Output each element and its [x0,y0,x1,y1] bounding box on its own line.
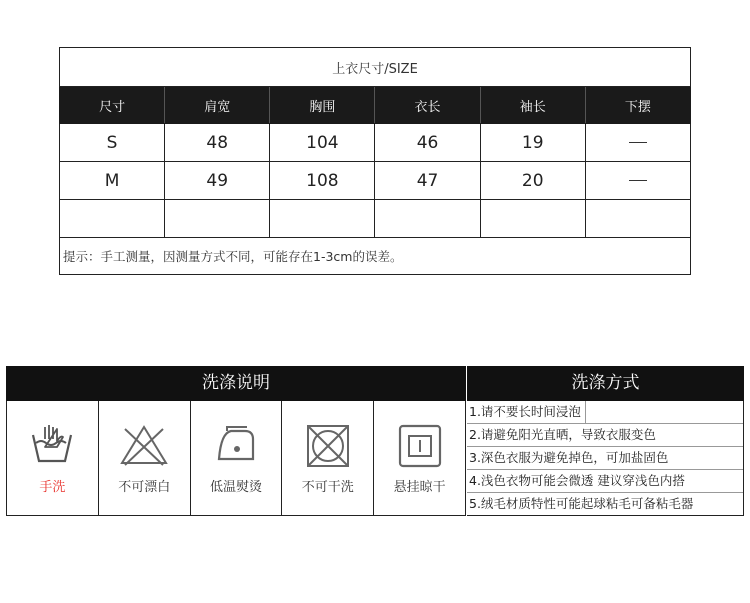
list-item: 4.浅色衣物可能会微透 建议穿浅色内搭 [467,470,743,493]
care-icon-cell [282,401,374,515]
hand-wash-icon [29,423,75,467]
table-row [60,124,691,162]
cell-length: 46 [375,124,480,162]
no-bleach-icon [119,423,169,467]
header-size: 尺寸 [60,87,165,124]
list-item: 3.深色衣服为避免掉色，可加盐固色 [467,447,743,470]
empty-cell [60,200,165,238]
cell-hem [585,124,690,162]
header-sleeve: 袖长 [480,87,585,124]
dash-mark [629,180,647,181]
care-icon-cell [374,401,465,515]
empty-cell [165,200,270,238]
no-dry-clean-label: 不可干洗 [301,480,354,495]
hang-dry-icon [397,423,443,469]
empty-row [60,200,691,238]
cell-chest: 104 [270,124,375,162]
cell-sleeve: 20 [480,162,585,200]
care-icons-row [6,401,466,516]
care-methods-list [467,401,744,516]
size-table-header [60,87,691,124]
empty-cell [270,200,375,238]
header-chest: 胸围 [270,87,375,124]
low-iron-icon [211,423,261,467]
empty-cell [375,200,480,238]
care-instructions-title: 洗涤说明 [6,366,466,401]
care-icon-cell [7,401,99,515]
care-section [6,366,744,518]
cell-size: S [60,124,165,162]
list-item: 2.请避免阳光直晒，导致衣服变色 [467,424,743,447]
no-bleach-label: 不可漂白 [118,480,171,495]
care-icon-cell [191,401,283,515]
empty-cell [585,200,690,238]
header-hem: 下摆 [585,87,690,124]
hand-wash-label: 手洗 [39,480,66,495]
cell-hem [585,162,690,200]
cell-length: 47 [375,162,480,200]
low-iron-label: 低温熨烫 [209,480,262,495]
list-item [467,401,743,424]
size-table-title: 上衣尺寸/SIZE [60,48,691,87]
size-table [59,47,691,275]
list-item: 5.绒毛材质特性可能起球粘毛可备粘毛器 [469,496,694,511]
header-length: 衣长 [375,87,480,124]
cell-sleeve: 19 [480,124,585,162]
dash-mark [629,142,647,143]
table-row [60,162,691,200]
cell-chest: 108 [270,162,375,200]
empty-cell [480,200,585,238]
cell-shoulder: 49 [165,162,270,200]
no-dry-clean-icon [304,423,352,469]
care-methods-title: 洗涤方式 [467,366,744,401]
cell-shoulder: 48 [165,124,270,162]
hang-dry-label: 悬挂晾干 [393,480,446,495]
measurement-note: 提示：手工测量，因测量方式不同，可能存在1-3cm的误差。 [60,238,691,275]
care-method-text: 1.请不要长时间浸泡 [469,401,586,423]
care-icon-cell [99,401,191,515]
header-shoulder: 肩宽 [165,87,270,124]
cell-size: M [60,162,165,200]
